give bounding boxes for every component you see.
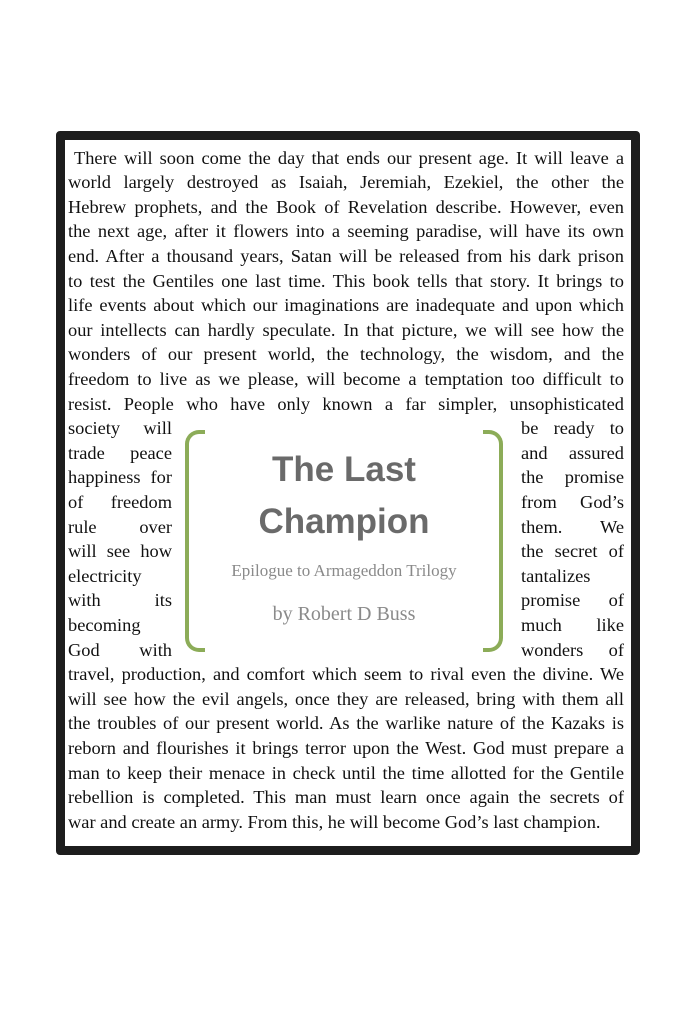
text-line: becoming (68, 614, 141, 635)
text-line: the next age, after it flowers into a seeming paradise, will have its own (68, 221, 624, 242)
text-line: rebellion is completed. This man must learn once again the secrets of (68, 787, 624, 808)
text-line: happiness for (68, 467, 172, 488)
text-line: the troubles of our present world. As the warlike nature of the Kazaks is (68, 713, 624, 734)
text-line: man to keep their menace in check until the time allotted for the Gentile (68, 762, 624, 783)
book-title-line-1: The Last (272, 450, 416, 489)
text-line: will see how (68, 541, 172, 562)
right-bracket (483, 430, 503, 652)
text-line: life events about which our imaginations are inadequate and upon which (68, 295, 624, 316)
left-bracket (185, 430, 205, 652)
text-line: God with (68, 639, 172, 660)
text-line: end. After a thousand years, Satan will be released from his dark prison (68, 245, 624, 266)
text-line: freedom to live as we please, will become a temptation too difficult to (68, 368, 624, 389)
text-line: and assured (521, 442, 624, 463)
text-line: be ready to (521, 418, 624, 439)
text-line: the secret of (521, 541, 624, 562)
text-line: world largely destroyed as Isaiah, Jeremiah, Ezekiel, the other the (68, 172, 624, 193)
text-line: them. We (521, 516, 624, 537)
text-line: much like (521, 614, 624, 635)
text-line: the promise (521, 467, 624, 488)
text-line: tantalizes (521, 565, 591, 586)
text-line: of freedom (68, 491, 172, 512)
text-line: will see how the evil angels, once they are released, bring with them all (68, 688, 624, 709)
text-line: with its (68, 590, 172, 611)
text-line: wonders of (521, 639, 624, 660)
book-title-line-2: Champion (258, 502, 430, 541)
text-line: Hebrew prophets, and the Book of Revelation describe. However, even (68, 196, 624, 217)
text-line: society will (68, 418, 172, 439)
text-line: reborn and flourishes it brings terror upon the West. God must prepare a (68, 737, 624, 758)
book-author: by Robert D Buss (272, 603, 416, 625)
text-line: resist. People who have only known a far simpler, unsophisticated (68, 393, 624, 414)
text-line: from God’s (521, 491, 624, 512)
text-line: There will soon come the day that ends our present age. It will leave a (74, 147, 624, 168)
text-line: trade peace (68, 442, 172, 463)
text-line: our intellects can hardly speculate. In that picture, we will see how the (68, 319, 624, 340)
text-line: promise of (521, 590, 624, 611)
text-line: to test the Gentiles one last time. This book tells that story. It brings to (68, 270, 624, 291)
text-line: rule over (68, 516, 172, 537)
book-subtitle: Epilogue to Armageddon Trilogy (231, 561, 457, 580)
text-line: war and create an army. From this, he will become God’s last champion. (68, 811, 601, 832)
text-line: wonders of our present world, the technology, the wisdom, and the (68, 344, 624, 365)
text-line: travel, production, and comfort which seem to rival even the divine. We (68, 664, 624, 685)
text-line: electricity (68, 565, 142, 586)
